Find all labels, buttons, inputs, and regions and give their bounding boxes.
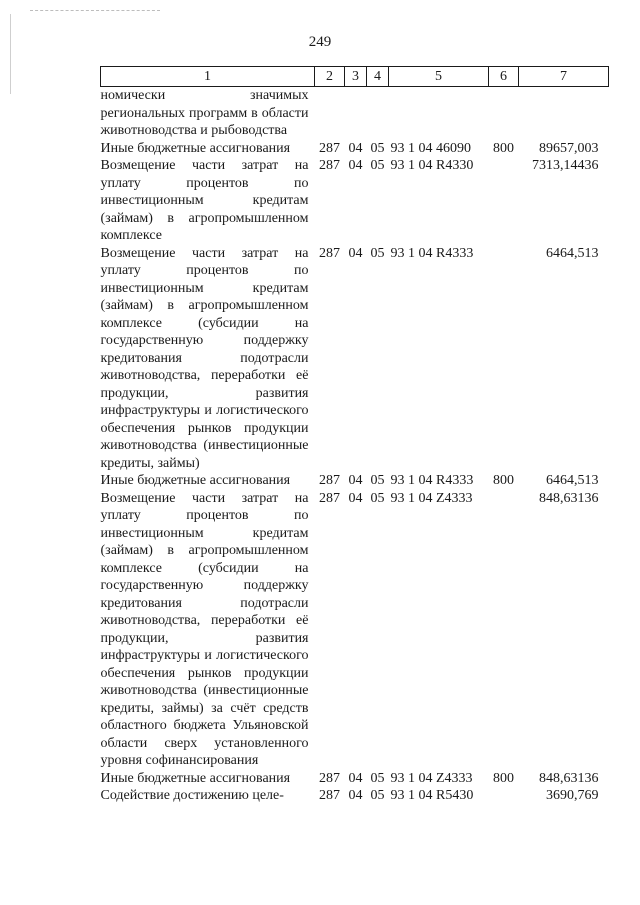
row-subsection: 05 — [370, 245, 385, 261]
row-target-article: 93 1 04 Z4333 — [390, 490, 473, 506]
row-target-article: 93 1 04 Z4333 — [390, 770, 473, 786]
row-subsection: 05 — [370, 490, 385, 506]
table-row — [101, 245, 609, 473]
scan-edge-artifact — [10, 14, 11, 94]
row-section — [345, 87, 367, 140]
table-body — [101, 87, 609, 805]
table-row — [101, 157, 609, 245]
row-admin-code: 287 — [319, 473, 340, 488]
row-name: Иные бюджетные ассигнования — [100, 473, 291, 488]
header-col-4: 4 — [367, 67, 389, 87]
row-subsection: 05 — [370, 473, 385, 488]
row-amount: 89657,003 — [539, 140, 599, 156]
row-amount: 3690,769 — [546, 788, 599, 803]
page-number-text: 249 — [308, 34, 332, 50]
row-name: Содействие достижению целе- — [100, 788, 284, 803]
row-name: номически значимых региональных программ в области животноводства и рыбоводства — [100, 88, 309, 138]
header-col-5: 5 — [389, 67, 489, 87]
row-name: Возмещение части затрат на уплату процентов по инвестиционным кредитам (займам) в агропромышленном комплексе (субсидии на государственную поддержку кредитования подотрасли животноводства, переработки её продукции, развития инфраструктуры и логистического обеспечения рынков продукции животноводства (инвестиционные кредиты, займы) за счёт средств областного бюджета Ульяновской области сверх установленного уровня софинансирования — [100, 490, 309, 768]
row-amount — [519, 87, 609, 140]
row-name: Иные бюджетные ассигнования — [100, 770, 291, 786]
row-expense-type: 800 — [493, 140, 514, 156]
row-subsection: 05 — [370, 140, 385, 156]
row-admin-code: 287 — [319, 158, 340, 173]
row-admin-code: 287 — [319, 140, 340, 156]
row-target-article: 93 1 04 46090 — [390, 140, 471, 156]
row-name: Возмещение части затрат на уплату процентов по инвестиционным кредитам (займам) в агропромышленном комплексе — [100, 158, 309, 243]
row-subsection: 05 — [370, 770, 385, 786]
row-target-article: 93 1 04 R4333 — [390, 473, 474, 488]
row-expense-type: 800 — [493, 473, 514, 488]
table-row — [101, 490, 609, 770]
row-target-article — [389, 87, 489, 140]
budget-table — [100, 66, 609, 805]
table-row — [101, 140, 609, 158]
row-section: 04 — [348, 245, 363, 261]
row-target-article: 93 1 04 R4333 — [390, 245, 474, 261]
row-expense-type: 800 — [493, 770, 514, 786]
row-section: 04 — [348, 788, 363, 803]
row-target-article: 93 1 04 R4330 — [390, 158, 474, 173]
row-expense-type — [489, 490, 519, 770]
table-header — [101, 67, 609, 87]
table-row — [101, 472, 609, 490]
row-amount: 6464,513 — [546, 473, 599, 488]
header-col-6: 6 — [489, 67, 519, 87]
row-subsection: 05 — [370, 158, 385, 173]
row-section: 04 — [348, 770, 363, 786]
scan-artifact — [30, 10, 160, 14]
row-admin-code: 287 — [319, 770, 340, 786]
row-amount: 848,63136 — [539, 490, 599, 506]
header-col-1: 1 — [101, 67, 315, 87]
row-admin-code: 287 — [319, 788, 340, 803]
row-name: Возмещение части затрат на уплату процентов по инвестиционным кредитам (займам) в агропромышленном комплексе (субсидии на государственную поддержку кредитования подотрасли животноводства, переработки её продукции, развития инфраструктуры и логистического обеспечения рынков продукции животноводства (инвестиционные кредиты, займы) — [100, 245, 309, 471]
row-expense-type — [489, 87, 519, 140]
header-row — [101, 67, 609, 87]
row-expense-type — [489, 787, 519, 805]
header-col-3: 3 — [345, 67, 367, 87]
row-amount: 6464,513 — [546, 245, 599, 261]
row-section: 04 — [348, 140, 363, 156]
row-amount: 7313,14436 — [532, 158, 599, 173]
row-expense-type — [489, 245, 519, 473]
row-name: Иные бюджетные ассигнования — [100, 140, 291, 156]
row-subsection — [367, 87, 389, 140]
table-row — [101, 87, 609, 140]
row-expense-type — [489, 157, 519, 245]
row-target-article: 93 1 04 R5430 — [390, 788, 474, 803]
row-section: 04 — [348, 490, 363, 506]
table-row — [101, 770, 609, 788]
page-number — [0, 34, 640, 51]
row-admin-code: 287 — [319, 245, 340, 261]
row-section: 04 — [348, 473, 363, 488]
row-amount: 848,63136 — [539, 770, 599, 786]
row-admin-code: 287 — [319, 490, 340, 506]
row-admin-code — [315, 87, 345, 140]
table-row — [101, 787, 609, 805]
header-col-7: 7 — [519, 67, 609, 87]
row-subsection: 05 — [370, 788, 385, 803]
row-section: 04 — [348, 158, 363, 173]
header-col-2: 2 — [315, 67, 345, 87]
